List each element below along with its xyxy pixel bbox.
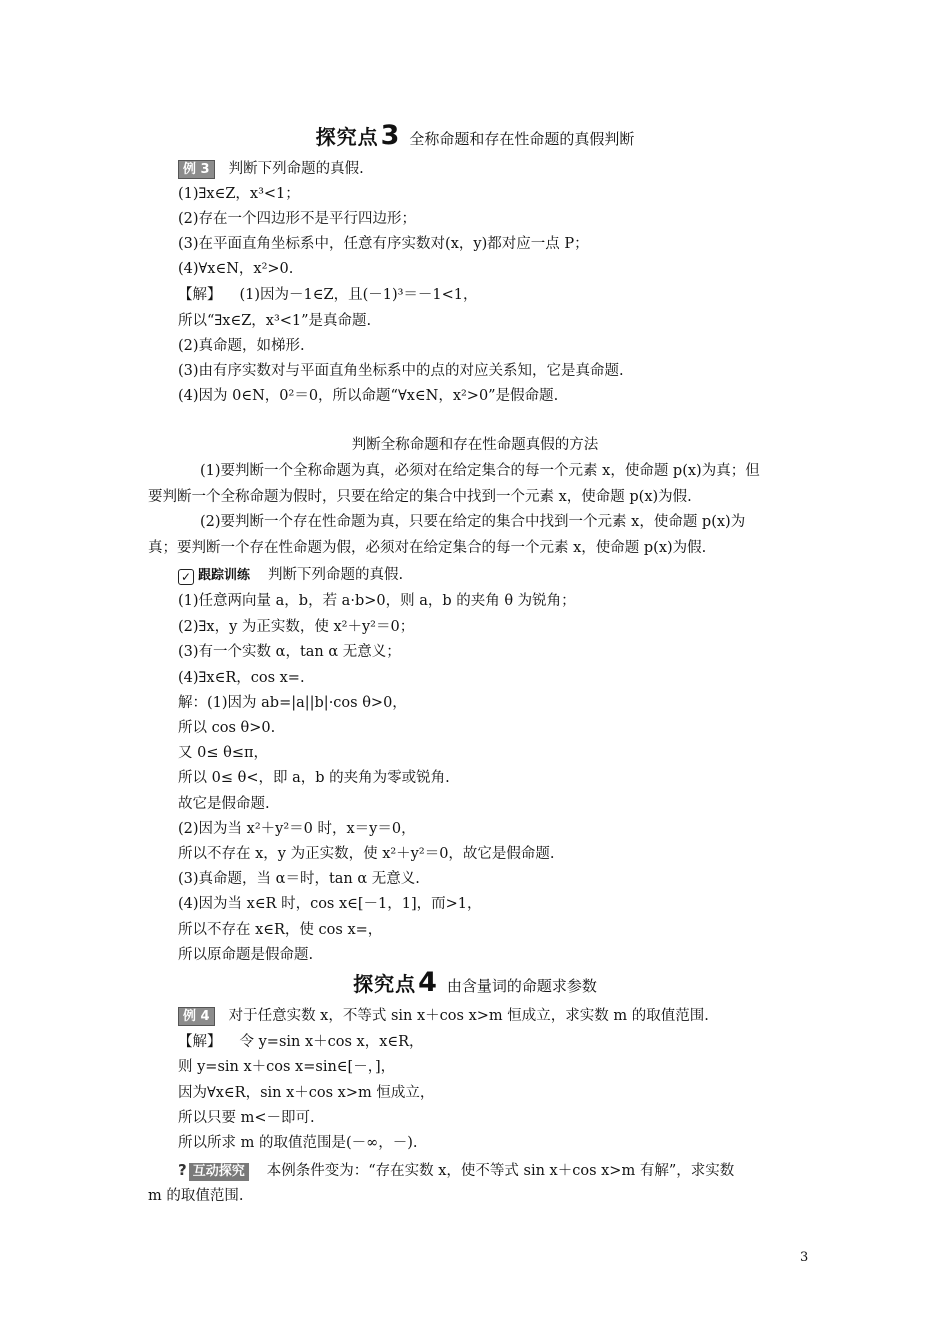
example-4-badge: 例 4 — [178, 1007, 215, 1026]
example-3-solution-line: (2)真命题，如梯形. — [178, 338, 305, 354]
practice-line: (3)有一个实数 α，tan α 无意义； — [178, 644, 401, 660]
solution-text: 令 y=sin x＋cos x，x∈R， — [239, 1034, 424, 1050]
practice-line: (2)∃x，y 为正实数，使 x²＋y²＝0； — [178, 619, 415, 635]
practice-line: (3)真命题，当 α＝时，tan α 无意义. — [178, 871, 420, 887]
solution-label: 【解】 — [178, 1034, 222, 1050]
practice-line: 所以原命题是假命题. — [178, 947, 314, 963]
practice-line: (1)任意两向量 a，b，若 a·b>0，则 a，b 的夹角 θ 为锐角； — [178, 593, 576, 609]
example-3-item: (4)∀x∈N，x²>0. — [178, 261, 294, 277]
example-3-item: (1)∃x∈Z，x³<1； — [178, 186, 300, 202]
practice-badge: 跟踪训练 — [198, 568, 251, 583]
example-3-solution-first — [178, 285, 478, 305]
example-3-badge: 例 3 — [178, 160, 215, 179]
explore-text: 本例条件变为：“存在实数 x，使不等式 sin x＋cos x>m 有解”，求实数 — [266, 1163, 735, 1179]
method-title: 判断全称命题和存在性命题真假的方法 — [351, 437, 599, 453]
example-3-prompt-line — [178, 159, 364, 179]
question-icon: ? — [178, 1161, 187, 1179]
practice-line: 又 0≤ θ≤π， — [178, 745, 269, 761]
practice-line: 故它是假命题. — [178, 796, 270, 812]
practice-line: (4)∃x∈R，cos x=. — [178, 670, 305, 686]
practice-line: 所以 cos θ>0. — [178, 720, 276, 736]
section-title: 全称命题和存在性命题的真假判断 — [409, 130, 635, 148]
section-3-heading — [0, 122, 950, 154]
practice-line: (4)因为当 x∈R 时，cos x∈[－1，1]，而>1， — [178, 896, 482, 912]
section-number: 3 — [380, 120, 400, 151]
section-prefix: 探究点 — [353, 972, 417, 996]
practice-prompt-line — [178, 565, 403, 585]
method-paragraph-line: 真；要判断一个存在性命题为假，必须对在给定集合的每一个元素 x，使命题 p(x)为假. — [148, 540, 707, 556]
practice-line: 所以不存在 x∈R，使 cos x=， — [178, 922, 383, 938]
example-3-item: (3)在平面直角坐标系中，任意有序实数对(x，y)都对应一点 P； — [178, 236, 589, 252]
example-4-solution-line: 所以只要 m<－即可. — [178, 1110, 315, 1126]
example-3-item: (2)存在一个四边形不是平行四边形； — [178, 211, 417, 227]
example-4-prompt: 对于任意实数 x，不等式 sin x＋cos x>m 恒成立，求实数 m 的取值范围. — [228, 1008, 709, 1024]
example-4-solution-first — [178, 1032, 424, 1052]
example-4-prompt-line — [178, 1006, 709, 1026]
example-4-solution-line: 所以所求 m 的取值范围是(－∞，－). — [178, 1135, 418, 1151]
example-4-solution-line: 因为∀x∈R，sin x＋cos x>m 恒成立， — [178, 1085, 435, 1101]
check-icon: ✓ — [178, 569, 194, 585]
method-paragraph-line: (1)要判断一个全称命题为真，必须对在给定集合的每一个元素 x，使命题 p(x)为真；但 — [200, 463, 760, 479]
explore-badge: 互动探究 — [189, 1163, 249, 1181]
explore-line — [178, 1160, 734, 1181]
section-prefix: 探究点 — [315, 125, 379, 149]
example-3-solution-line: (3)由有序实数对与平面直角坐标系中的点的对应关系知，它是真命题. — [178, 363, 624, 379]
practice-line: 所以 0≤ θ<，即 a，b 的夹角为零或锐角. — [178, 770, 450, 786]
solution-label: 【解】 — [178, 287, 222, 303]
example-3-prompt: 判断下列命题的真假. — [228, 161, 364, 177]
section-number: 4 — [418, 967, 437, 998]
page-number: 3 — [800, 1250, 809, 1265]
method-paragraph-line: (2)要判断一个存在性命题为真，只要在给定的集合中找到一个元素 x，使命题 p(x)为 — [200, 514, 746, 530]
section-title: 由含量词的命题求参数 — [446, 977, 597, 995]
solution-text: (1)因为－1∈Z，且(－1)³＝－1<1， — [239, 287, 478, 303]
practice-line: (2)因为当 x²＋y²＝0 时，x＝y＝0， — [178, 821, 416, 837]
example-3-solution-line: 所以“∃x∈Z，x³<1”是真命题. — [178, 313, 372, 329]
practice-line: 解：(1)因为 ab=|a||b|·cos θ>0， — [178, 695, 407, 711]
explore-line-2: m 的取值范围. — [148, 1188, 244, 1204]
example-3-solution-line: (4)因为 0∈N，0²＝0，所以命题“∀x∈N，x²>0”是假命题. — [178, 388, 559, 404]
method-paragraph-line: 要判断一个全称命题为假时，只要在给定的集合中找到一个元素 x，使命题 p(x)为假. — [148, 489, 692, 505]
practice-line: 所以不存在 x，y 为正实数，使 x²＋y²＝0，故它是假命题. — [178, 846, 555, 862]
example-4-solution-line: 则 y=sin x＋cos x=sin∈[－，]， — [178, 1059, 396, 1075]
section-4-heading — [0, 969, 950, 1001]
practice-prompt: 判断下列命题的真假. — [268, 567, 404, 583]
